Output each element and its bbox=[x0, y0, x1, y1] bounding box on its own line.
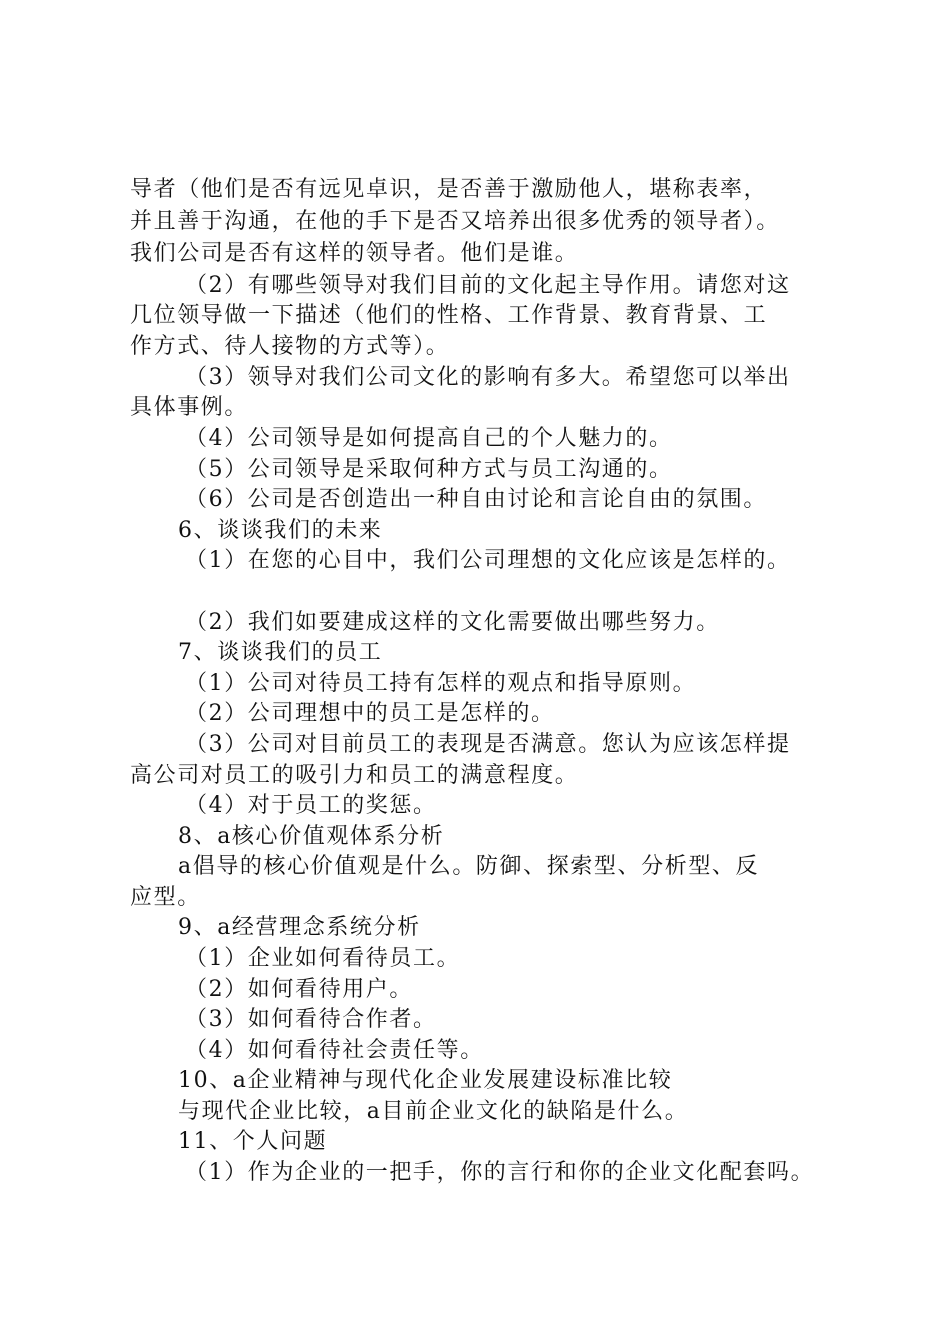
section-heading: 9、a经营理念系统分析 bbox=[178, 915, 421, 940]
section-heading: 7、谈谈我们的员工 bbox=[178, 640, 383, 665]
text-line: （3）领导对我们公司文化的影响有多大。希望您可以举出 bbox=[185, 365, 791, 390]
text-line: （3）如何看待合作者。 bbox=[185, 1007, 437, 1032]
text-line: （2）如何看待用户。 bbox=[185, 977, 413, 1002]
text-line: 并且善于沟通，在他的手下是否又培养出很多优秀的领导者）。 bbox=[130, 209, 780, 234]
text-line: （3）公司对目前员工的表现是否满意。您认为应该怎样提 bbox=[185, 732, 791, 757]
text-line: （4）公司领导是如何提高自己的个人魅力的。 bbox=[185, 426, 673, 451]
text-line: （1）公司对待员工持有怎样的观点和指导原则。 bbox=[185, 671, 697, 696]
text-line: （2）有哪些领导对我们目前的文化起主导作用。请您对这 bbox=[185, 273, 791, 298]
text-line: （4）对于员工的奖惩。 bbox=[185, 793, 437, 818]
section-heading: 10、a企业精神与现代化企业发展建设标准比较 bbox=[178, 1068, 673, 1093]
text-line: （1）在您的心目中，我们公司理想的文化应该是怎样的。 bbox=[185, 548, 791, 573]
text-line: （5）公司领导是采取何种方式与员工沟通的。 bbox=[185, 457, 673, 482]
text-line: 导者（他们是否有远见卓识，是否善于激励他人，堪称表率， bbox=[130, 177, 768, 202]
text-line: （1）企业如何看待员工。 bbox=[185, 946, 461, 971]
text-line: a倡导的核心价值观是什么。防御、探索型、分析型、反 bbox=[178, 854, 760, 879]
text-line: （1）作为企业的一把手，你的言行和你的企业文化配套吗。 bbox=[185, 1160, 815, 1185]
section-heading: 8、a核心价值观体系分析 bbox=[178, 824, 445, 849]
text-line: 我们公司是否有这样的领导者。他们是谁。 bbox=[130, 241, 579, 266]
section-heading: 11、个人问题 bbox=[178, 1129, 328, 1154]
text-line: （2）我们如要建成这样的文化需要做出哪些努力。 bbox=[185, 610, 720, 635]
text-line: 作方式、待人接物的方式等）。 bbox=[130, 334, 450, 359]
text-line: （4）如何看待社会责任等。 bbox=[185, 1038, 484, 1063]
section-heading: 6、谈谈我们的未来 bbox=[178, 518, 383, 543]
text-line: 与现代企业比较，a目前企业文化的缺陷是什么。 bbox=[178, 1099, 689, 1124]
text-line: 几位领导做一下描述（他们的性格、工作背景、教育背景、工 bbox=[130, 303, 768, 328]
text-line: （2）公司理想中的员工是怎样的。 bbox=[185, 701, 555, 726]
text-line: （6）公司是否创造出一种自由讨论和言论自由的氛围。 bbox=[185, 487, 767, 512]
text-line: 具体事例。 bbox=[130, 395, 249, 420]
text-line: 高公司对员工的吸引力和员工的满意程度。 bbox=[130, 763, 579, 788]
text-line: 应型。 bbox=[130, 885, 201, 910]
